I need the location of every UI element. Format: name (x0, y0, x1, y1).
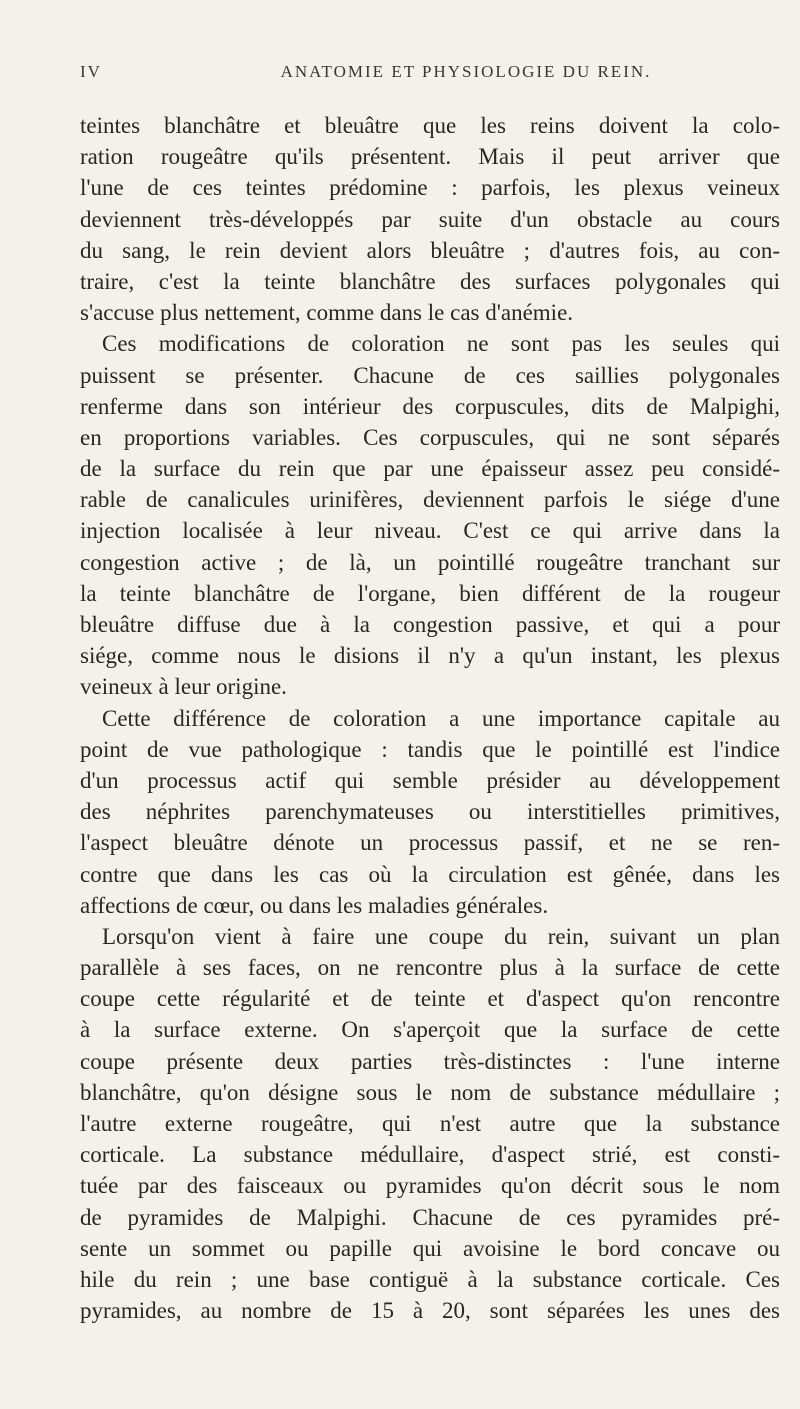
text-line: corticale. La substance médullaire, d'aspect strié, est consti- (80, 1142, 780, 1168)
text-line: bleuâtre diffuse due à la congestion passive, et qui a pour (80, 612, 780, 637)
text-line: siége, comme nous le disions il n'y a qu'un instant, les plexus (80, 643, 780, 669)
text-line: sente un sommet ou papille qui avoisine le bord concave ou (80, 1235, 780, 1261)
text-line: l'une de ces teintes prédomine : parfois, les plexus veineux (80, 175, 780, 201)
text-line: pyramides, au nombre de 15 à 20, sont séparées les unes des (80, 1298, 780, 1324)
text-line: coupe présente deux parties très-distinctes : l'une interne (80, 1048, 780, 1074)
text-line: à la surface externe. On s'aperçoit que la surface de cette (80, 1017, 780, 1043)
text-line: coupe cette régularité et de teinte et d'aspect qu'on rencontre (80, 986, 780, 1012)
text-line: affections de cœur, ou dans les maladies générales. (80, 892, 549, 918)
text-line: du sang, le rein devient alors bleuâtre ; d'autres fois, au con- (80, 237, 780, 263)
text-line: deviennent très-développés par suite d'un obstacle au cours (80, 206, 780, 232)
text-line: rable de canalicules urinifères, deviennent parfois le siége d'une (80, 487, 780, 513)
text-line: point de vue pathologique : tandis que le pointillé est l'indice (80, 736, 780, 762)
running-title: ANATOMIE ET PHYSIOLOGIE DU REIN. (280, 62, 652, 81)
text-line: s'accuse plus nettement, comme dans le cas d'anémie. (80, 300, 574, 326)
page-number: IV (80, 62, 102, 81)
text-line: l'autre externe rougeâtre, qui n'est autre que la substance (80, 1111, 780, 1136)
text-line: l'aspect bleuâtre dénote un processus passif, et ne se ren- (80, 830, 780, 856)
text-line: tuée par des faisceaux ou pyramides qu'on décrit sous le nom (80, 1173, 780, 1199)
text-line: hile du rein ; une base contiguë à la substance corticale. Ces (80, 1266, 780, 1292)
text-line: renferme dans son intérieur des corpuscules, dits de Malpighi, (80, 393, 780, 419)
text-line: la teinte blanchâtre de l'organe, bien différent de la rougeur (80, 580, 780, 606)
text-line: veineux à leur origine. (80, 674, 287, 700)
text-line: traire, c'est la teinte blanchâtre des surfaces polygonales qui (80, 268, 780, 294)
text-line: parallèle à ses faces, on ne rencontre plus à la surface de cette (80, 955, 780, 981)
text-line: Cette différence de coloration a une importance capitale au (102, 705, 780, 731)
body-text (80, 110, 780, 1326)
running-head (80, 62, 780, 92)
text-line: ration rougeâtre qu'ils présentent. Mais il peut arriver que (80, 144, 780, 170)
text-line: Lorsqu'on vient à faire une coupe du rein, suivant un plan (102, 923, 780, 949)
text-line: Ces modifications de coloration ne sont pas les seules qui (102, 331, 780, 357)
text-line: puissent se présenter. Chacune de ces saillies polygonales (80, 362, 780, 388)
text-line: blanchâtre, qu'on désigne sous le nom de substance médullaire ; (80, 1079, 780, 1105)
text-line: congestion active ; de là, un pointillé rougeâtre tranchant sur (80, 549, 780, 575)
text-line: contre que dans les cas où la circulation est gênée, dans les (80, 861, 780, 887)
text-line: en proportions variables. Ces corpuscules, qui ne sont séparés (80, 424, 780, 450)
text-line: de pyramides de Malpighi. Chacune de ces pyramides pré- (80, 1204, 780, 1230)
text-line: de la surface du rein que par une épaisseur assez peu considé- (80, 456, 780, 482)
text-line: des néphrites parenchymateuses ou interstitielles primitives, (80, 799, 780, 825)
text-line: teintes blanchâtre et bleuâtre que les reins doivent la colo- (80, 113, 780, 138)
text-line: injection localisée à leur niveau. C'est ce qui arrive dans la (80, 518, 780, 544)
text-line: d'un processus actif qui semble présider au développement (80, 767, 780, 793)
